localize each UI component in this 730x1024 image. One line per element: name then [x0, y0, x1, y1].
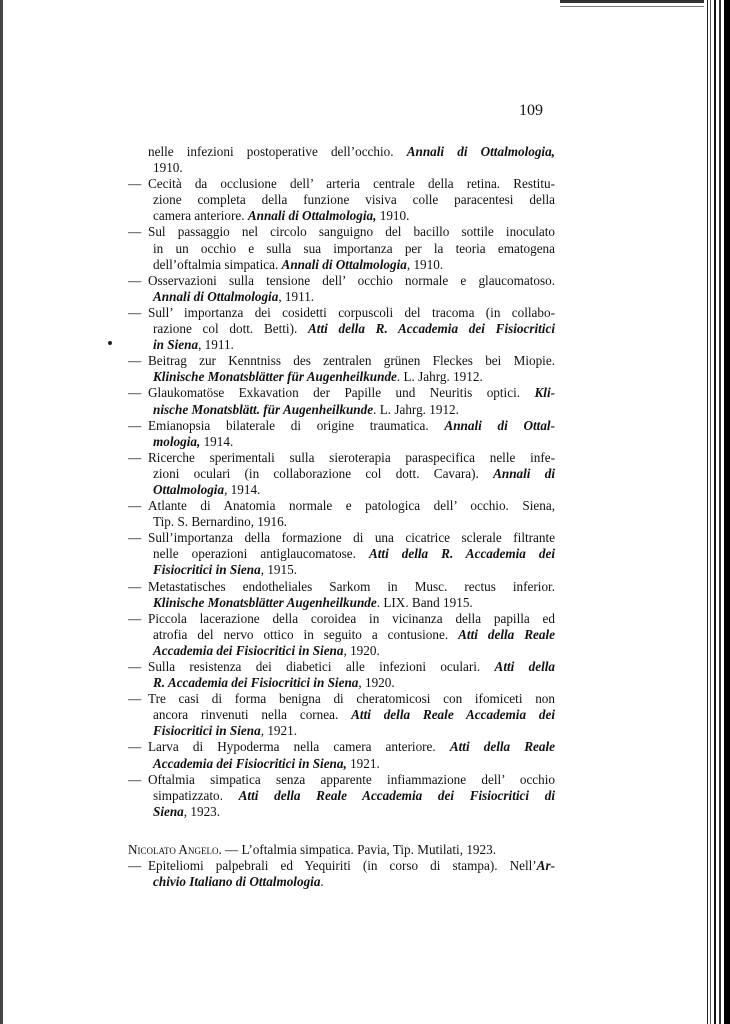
entry-text: , 1915.	[260, 562, 297, 578]
journal-title: Atti della Reale	[449, 739, 556, 755]
journal-title: Annali di Ottalmologia,	[406, 144, 555, 159]
entry-line	[148, 788, 555, 804]
entry-text: Glaukomatöse Exkavation der Papille und Neuritis optici.	[148, 385, 535, 401]
bibliography-list	[148, 144, 555, 820]
entry-line	[148, 257, 555, 273]
entry-text: Sul passaggio nel circolo sanguigno del bacillo sottile inoculato	[148, 224, 555, 240]
entry-text: , 1911.	[278, 288, 315, 304]
bibliography-entry	[148, 224, 555, 272]
entry-text: ancora rinvenuti nella cornea.	[153, 707, 352, 723]
journal-title: chivio Italiano di Ottalmologia	[153, 874, 321, 890]
entry-line	[148, 627, 555, 643]
bibliography-entry	[148, 418, 555, 450]
entry-line	[148, 675, 555, 691]
entry-text: Epiteliomi palpebrali ed Yequiriti (in corso di stampa). Nell’	[148, 858, 537, 874]
entry-text: , 1914.	[224, 481, 261, 497]
entry-line	[148, 562, 555, 578]
journal-title: Ar-	[536, 858, 555, 874]
entry-line	[148, 160, 555, 176]
bibliography-entry	[148, 579, 555, 611]
bibliography-entry	[148, 611, 555, 659]
entry-line	[148, 858, 555, 874]
journal-title: Fisiocritici in Siena	[153, 723, 261, 739]
entry-text: Osservazioni sulla tensione dell’ occhio normale e glaucomatoso.	[148, 272, 555, 288]
entry-line	[148, 289, 555, 305]
entry-line	[148, 498, 555, 514]
entry-text: , 1910.	[406, 256, 444, 272]
entry-text: Tip. S. Bernardino, 1916.	[153, 514, 287, 530]
scan-edge-left	[0, 0, 3, 1024]
entry-text: Emianopsia bilaterale di origine traumatica.	[148, 417, 445, 433]
entry-line	[148, 353, 555, 369]
journal-title: Ottalmologia	[153, 481, 225, 497]
entry-text: 1910.	[376, 208, 410, 224]
bibliography-entry	[148, 691, 555, 739]
journal-title: Annali di Ottalmologia	[153, 288, 279, 304]
entry-line	[148, 450, 555, 466]
entry-line	[148, 595, 555, 611]
entry-line	[148, 804, 555, 820]
entry-line	[148, 176, 555, 192]
bibliography-entry	[148, 450, 555, 498]
entry-text: Metastatisches endotheliales Sarkom in Musc. rectus inferior.	[148, 578, 555, 594]
entry-text: , 1921.	[260, 723, 297, 739]
entry-line	[148, 224, 555, 240]
entry-text: nelle infezioni postoperative dell’occhio.	[148, 144, 407, 159]
journal-title: Klinische Monatsblätter für Augenheilkunde	[153, 369, 397, 385]
entry-text: zione completa della funzione visiva colle paracentesi della	[153, 192, 555, 208]
entry-line	[148, 723, 555, 739]
bibliography-entry	[148, 659, 555, 691]
entry-text: , 1923.	[183, 803, 221, 819]
bibliography-entry	[148, 144, 555, 176]
entry-text: Oftalmia simpatica senza apparente infiammazione dell’ occhio	[148, 771, 555, 787]
entry-text: razione col dott. Betti).	[153, 321, 309, 337]
journal-title: Atti della Reale	[458, 626, 555, 642]
entry-text: in un occhio e sulla sua importanza per la teoria ematogena	[153, 240, 555, 256]
journal-title: R. Accademia dei Fisiocritici in Siena	[153, 675, 359, 691]
entry-line	[148, 707, 555, 723]
entry-text: nelle operazioni antiglaucomatose.	[153, 546, 369, 562]
entry-line	[148, 321, 555, 337]
bibliography-entry	[148, 858, 555, 890]
entry-line	[148, 369, 555, 385]
entry-line	[148, 643, 555, 659]
bibliography-body	[128, 144, 556, 890]
entry-line	[148, 305, 555, 321]
entry-text: Piccola lacerazione della coroidea in vicinanza della papilla ed	[148, 610, 555, 626]
journal-title: Atti della	[494, 659, 556, 674]
bibliography-entry	[148, 385, 555, 417]
entry-line	[148, 482, 555, 498]
entry-text: Sull’importanza della formazione di una cicatrice sclerale filtrante	[148, 530, 555, 546]
entry-text: . LIX. Band 1915.	[376, 594, 473, 610]
entry-text: Tre casi di forma benigna di cheratomicosi con ifomiceti non	[148, 691, 555, 707]
entry-line	[148, 874, 555, 890]
entry-line	[148, 337, 555, 353]
entry-text: Sulla resistenza dei diabetici alle infezioni oculari.	[148, 659, 495, 674]
entry-line	[128, 842, 555, 858]
entry-line	[148, 418, 555, 434]
entry-text: camera anteriore.	[153, 208, 248, 224]
entry-text: — L’oftalmia simpatica. Pavia, Tip. Mutilati, 1923.	[221, 841, 496, 857]
journal-title: Siena	[153, 803, 184, 819]
entry-line	[148, 514, 555, 530]
journal-title: nische Monatsblätt. für Augenheilkunde	[153, 401, 374, 417]
entry-line	[148, 144, 555, 160]
entry-line	[148, 772, 555, 788]
entry-text: 1914.	[200, 433, 234, 449]
entry-text: , 1911.	[198, 337, 234, 353]
bibliography-entry	[148, 772, 555, 820]
entry-text: , 1920.	[358, 675, 395, 691]
entry-text: Atlante di Anatomia normale e patologica dell’ occhio. Siena,	[148, 498, 555, 514]
entry-line	[148, 208, 555, 224]
page-number: 109	[519, 102, 543, 119]
journal-title: in Siena	[153, 337, 199, 353]
entry-line	[148, 385, 555, 401]
bibliography-entry	[148, 305, 555, 353]
entry-line	[148, 466, 555, 482]
entry-text: . L. Jahrg. 1912.	[373, 401, 459, 417]
entry-line	[148, 691, 555, 707]
entry-line	[148, 192, 555, 208]
bibliography-entry	[148, 273, 555, 305]
entry-text: Beitrag zur Kenntniss des zentralen grünen Fleckes bei Miopie.	[148, 353, 555, 369]
entry-line	[148, 579, 555, 595]
entry-line	[148, 659, 555, 675]
entry-text: 1910.	[153, 160, 183, 176]
bibliography-entry	[148, 498, 555, 530]
bibliography-list-nicolato	[128, 842, 555, 890]
bibliography-entry	[148, 530, 555, 578]
journal-title: Atti della R. Accademia dei Fisiocritici	[308, 321, 555, 337]
journal-title: Annali di Ottalmologia,	[247, 208, 377, 224]
entry-text: dell’oftalmia simpatica.	[153, 256, 282, 272]
entry-text: 1921.	[346, 755, 380, 771]
entry-text: Ricerche sperimentali sulla sieroterapia paraspecifica nelle infe-	[148, 449, 555, 465]
scan-edge-right	[704, 0, 730, 1024]
entry-line	[148, 273, 555, 289]
journal-title: Annali di	[493, 465, 555, 481]
journal-title: Atti della Reale Accademia dei	[351, 707, 555, 723]
entry-text: Larva di Hypoderma nella camera anteriore.	[148, 739, 450, 755]
entry-text: Cecità da occlusione dell’ arteria centrale della retina. Restitu-	[148, 176, 555, 192]
bibliography-entry	[148, 353, 555, 385]
journal-title: mologia,	[153, 433, 201, 449]
bibliography-entry	[148, 739, 555, 771]
journal-title: Kli-	[534, 385, 555, 401]
entry-line	[148, 241, 555, 257]
entry-text: zioni oculari (in collaborazione col dott. Cavara).	[153, 465, 494, 481]
journal-title: Klinische Monatsblätter Augenheilkunde	[153, 594, 377, 610]
journal-title: Atti della R. Accademia dei	[368, 546, 555, 562]
section-gap	[148, 820, 555, 842]
entry-line	[148, 611, 555, 627]
bibliography-entry	[128, 842, 555, 858]
journal-title: Atti della Reale Accademia dei Fisiocritici di	[238, 787, 555, 803]
ink-speck	[108, 341, 112, 345]
entry-text: , 1920.	[343, 642, 380, 658]
entry-line	[148, 530, 555, 546]
author-name: Nicolato Angelo.	[128, 841, 222, 857]
entry-text: .	[320, 874, 324, 890]
entry-text: Sull’ importanza dei cosidetti corpuscoli del tracoma (in collabo-	[148, 304, 555, 320]
journal-title: Accademia dei Fisiocritici in Siena,	[153, 755, 347, 771]
journal-title: Fisiocritici in Siena	[153, 562, 261, 578]
entry-text: atrofia del nervo ottico in seguito a contusione.	[153, 626, 459, 642]
entry-line	[148, 546, 555, 562]
entry-line	[148, 739, 555, 755]
journal-title: Annali di Ottal-	[444, 417, 555, 433]
journal-title: Accademia dei Fisiocritici in Siena	[153, 642, 344, 658]
entry-line	[148, 756, 555, 772]
entry-text: . L. Jahrg. 1912.	[396, 369, 483, 385]
entry-line	[148, 434, 555, 450]
journal-title: Annali di Ottalmologia	[281, 256, 407, 272]
entry-line	[148, 402, 555, 418]
entry-text: simpatizzato.	[153, 787, 239, 803]
bibliography-entry	[148, 176, 555, 224]
